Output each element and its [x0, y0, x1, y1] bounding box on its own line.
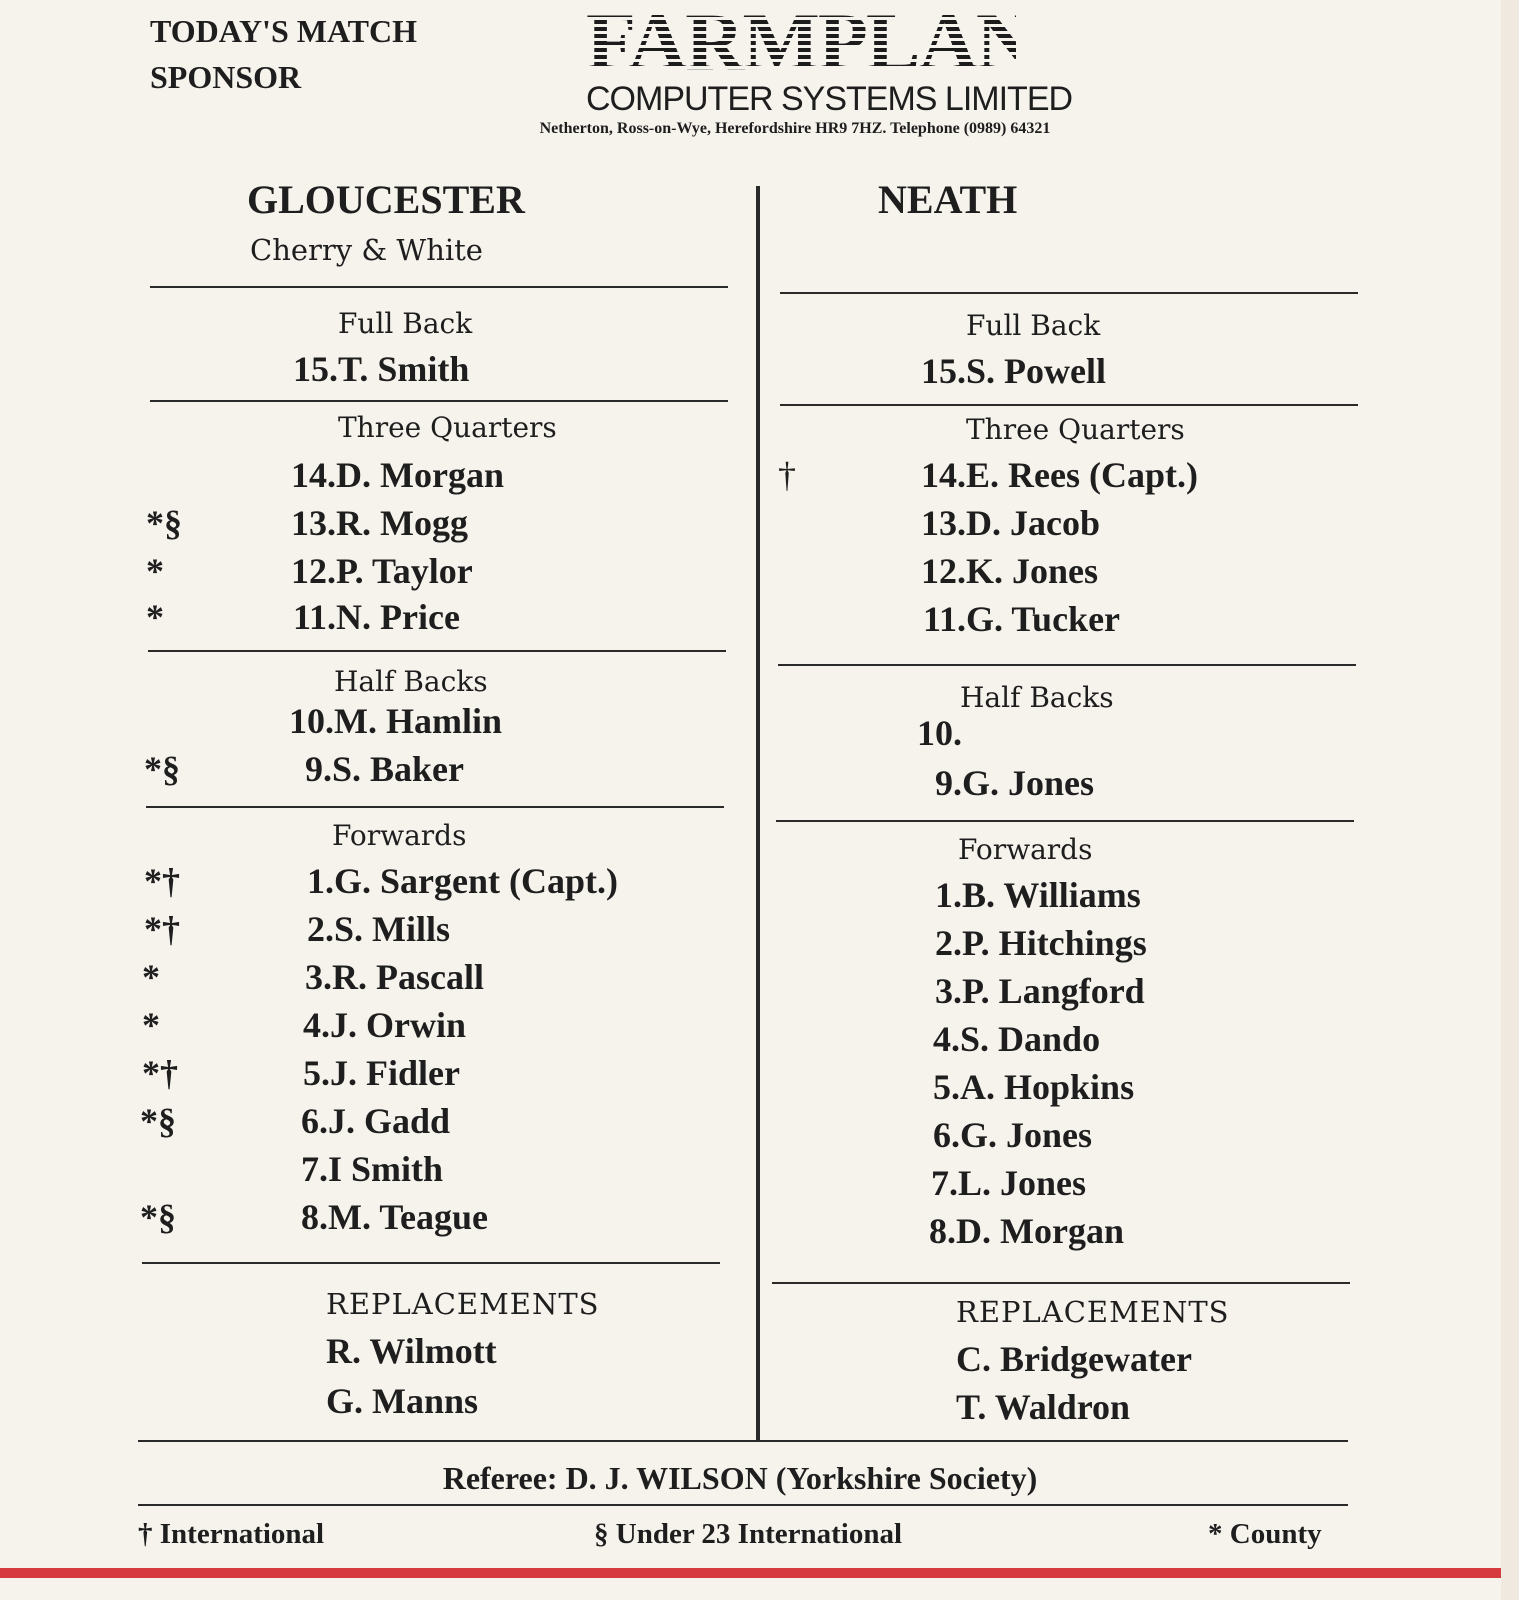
player-name: S. Baker — [332, 749, 465, 789]
player-name: B. Williams — [962, 875, 1141, 915]
player-name: R. Pascall — [332, 957, 484, 997]
player-number: 4. — [933, 1019, 960, 1059]
player-mark: * — [146, 551, 164, 591]
player-name: M. Hamlin — [334, 701, 502, 741]
player-mark: *† — [144, 909, 180, 949]
home-half-backs-title: Half Backs — [334, 665, 488, 698]
sponsor-logo-name: FARMPLAN — [586, 0, 1034, 87]
away-divider — [780, 404, 1358, 406]
sponsor-logo-subtitle: COMPUTER SYSTEMS LIMITED — [586, 80, 1073, 118]
player-number: 1. — [307, 861, 334, 901]
player-number: 7. — [301, 1149, 328, 1189]
away-replacement-name: T. Waldron — [956, 1387, 1131, 1427]
player-number: 15. — [293, 349, 338, 389]
player-number: 11. — [292, 597, 336, 637]
legend-top-rule — [138, 1504, 1348, 1506]
player-number: 3. — [935, 971, 962, 1011]
player-name: L. Jones — [958, 1163, 1087, 1203]
player-name: D. Morgan — [336, 455, 504, 495]
player-number: 13. — [291, 503, 336, 543]
home-divider — [150, 286, 728, 288]
player-number: 8. — [929, 1211, 956, 1251]
player-number: 7. — [931, 1163, 958, 1203]
player-number: 14. — [291, 455, 336, 495]
player-name: P. Taylor — [336, 551, 473, 591]
player-number: 12. — [921, 551, 966, 591]
home-forwards-title: Forwards — [332, 819, 467, 852]
home-replacement-name: G. Manns — [326, 1381, 479, 1421]
player-name: J. Orwin — [330, 1005, 467, 1045]
player-name: I Smith — [328, 1149, 444, 1189]
player-number: 3. — [305, 957, 332, 997]
sponsor-label-line2: SPONSOR — [150, 59, 302, 95]
legend-under-23: § Under 23 International — [594, 1518, 903, 1550]
player-number: 6. — [933, 1115, 960, 1155]
sponsor-label-line1: TODAY'S MATCH — [150, 13, 418, 49]
player-mark: † — [778, 455, 796, 495]
home-team-colours: Cherry & White — [250, 233, 483, 267]
away-divider — [776, 820, 1354, 822]
player-name: E. Rees (Capt.) — [966, 455, 1198, 495]
player-name: G. Jones — [962, 763, 1095, 803]
player-name: P. Langford — [962, 971, 1145, 1011]
player-number: 4. — [303, 1005, 330, 1045]
player-name: P. Hitchings — [962, 923, 1147, 963]
sponsor-logo — [586, 0, 1073, 118]
player-name: D. Jacob — [966, 503, 1100, 543]
player-name: K. Jones — [966, 551, 1099, 591]
away-divider — [780, 292, 1358, 294]
player-number: 1. — [935, 875, 962, 915]
player-name: A. Hopkins — [960, 1067, 1135, 1107]
player-name: D. Morgan — [956, 1211, 1124, 1251]
paper-edge — [1501, 0, 1519, 1600]
home-divider — [146, 806, 724, 808]
player-mark: *† — [142, 1053, 178, 1093]
home-divider — [142, 1262, 720, 1264]
player-name: J. Gadd — [328, 1101, 451, 1141]
player-mark: *§ — [144, 749, 180, 789]
home-team-name: GLOUCESTER — [247, 177, 525, 222]
player-number: 13. — [921, 503, 966, 543]
player-name: J. Fidler — [330, 1053, 460, 1093]
referee-line: Referee: D. J. WILSON (Yorkshire Society) — [442, 1460, 1038, 1496]
player-mark: *§ — [140, 1197, 176, 1237]
column-divider — [756, 186, 760, 1440]
home-replacement-name: R. Wilmott — [326, 1331, 497, 1371]
player-name: M. Teague — [328, 1197, 489, 1237]
player-mark: *§ — [146, 503, 182, 543]
player-number: 10. — [289, 701, 334, 741]
player-number: 5. — [303, 1053, 330, 1093]
player-number: 9. — [935, 763, 962, 803]
player-number: 2. — [307, 909, 334, 949]
player-number: 14. — [921, 455, 966, 495]
away-half-backs-title: Half Backs — [960, 681, 1114, 714]
player-mark: *§ — [140, 1101, 176, 1141]
red-border-line — [0, 1568, 1519, 1578]
away-full-back-title: Full Back — [966, 309, 1101, 342]
player-name: S. Powell — [966, 351, 1106, 391]
away-replacements-title: REPLACEMENTS — [956, 1295, 1230, 1329]
home-full-back-title: Full Back — [338, 307, 473, 340]
home-three-quarters-title: Three Quarters — [338, 411, 557, 444]
sponsor-address: Netherton, Ross-on-Wye, Herefordshire HR9 7HZ. Telephone (0989) 64321 — [539, 120, 1051, 137]
player-number: 15. — [921, 351, 966, 391]
player-mark: *† — [144, 861, 180, 901]
player-name: G. Sargent (Capt.) — [334, 861, 618, 901]
player-name: N. Price — [336, 597, 460, 637]
player-number: 6. — [301, 1101, 328, 1141]
referee-top-rule — [138, 1440, 1348, 1442]
player-name: G. Jones — [960, 1115, 1093, 1155]
player-number: 11. — [922, 599, 966, 639]
home-divider — [148, 650, 726, 652]
player-mark: * — [142, 957, 160, 997]
player-number: 9. — [305, 749, 332, 789]
player-number: 5. — [933, 1067, 960, 1107]
away-divider — [772, 1282, 1350, 1284]
home-divider — [150, 400, 728, 402]
sponsor-label — [150, 8, 417, 100]
legend-international: † International — [138, 1518, 325, 1550]
away-three-quarters-title: Three Quarters — [966, 413, 1185, 446]
player-name: S. Dando — [960, 1019, 1101, 1059]
away-divider — [778, 664, 1356, 666]
player-mark: * — [142, 1005, 160, 1045]
away-forwards-title: Forwards — [958, 833, 1093, 866]
legend-county: * County — [1208, 1518, 1322, 1550]
player-name: R. Mogg — [336, 503, 468, 543]
player-name: S. Mills — [334, 909, 451, 949]
player-name: G. Tucker — [966, 599, 1121, 639]
player-number: 10. — [917, 713, 962, 753]
player-name: T. Smith — [338, 349, 470, 389]
home-replacements-title: REPLACEMENTS — [326, 1287, 600, 1321]
player-mark: * — [146, 597, 164, 637]
away-replacement-name: C. Bridgewater — [956, 1339, 1192, 1379]
away-team-name: NEATH — [878, 177, 1018, 222]
player-number: 8. — [301, 1197, 328, 1237]
player-number: 12. — [291, 551, 336, 591]
player-number: 2. — [935, 923, 962, 963]
